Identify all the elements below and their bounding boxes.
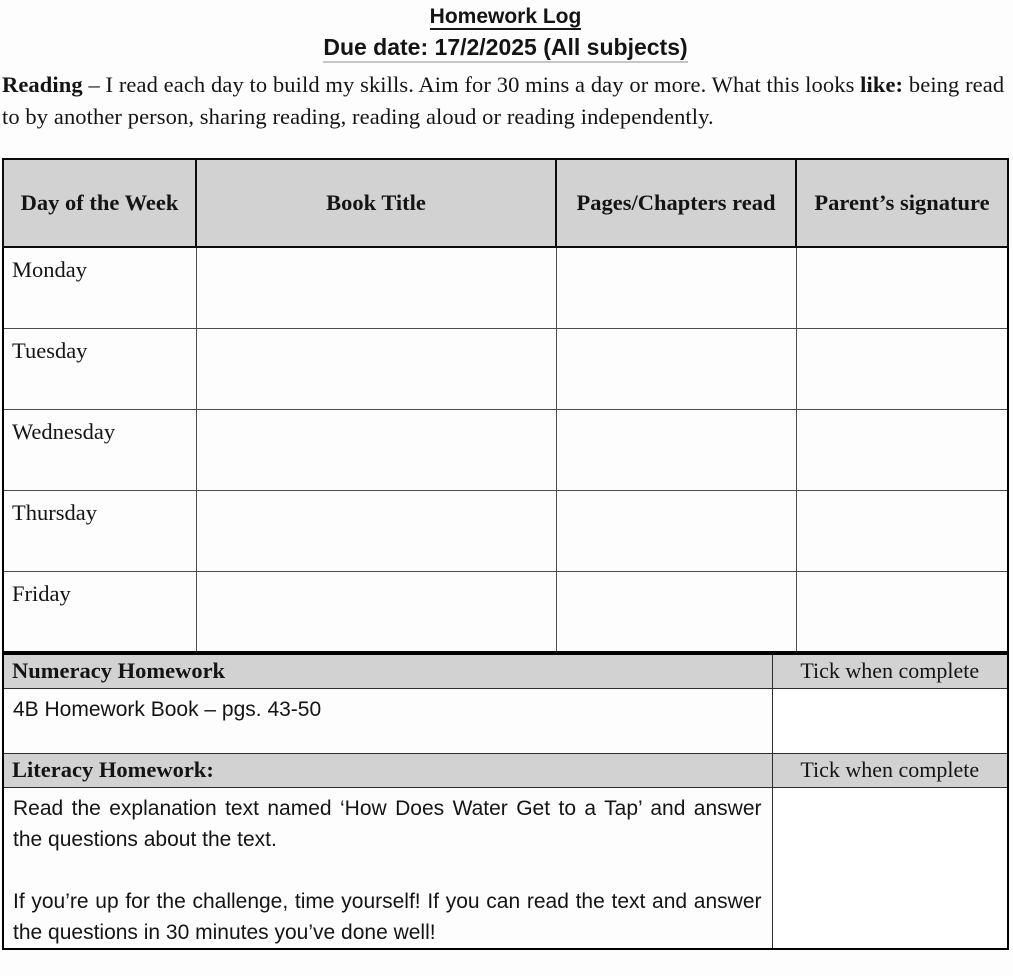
day-cell: Monday: [3, 247, 196, 328]
day-cell: Friday: [3, 571, 196, 652]
literacy-section-title: Literacy Homework:: [3, 753, 772, 787]
book-title-cell: [196, 490, 556, 571]
table-row-thursday: [3, 490, 1008, 571]
table-row-monday: [3, 247, 1008, 328]
signature-cell: [796, 409, 1008, 490]
homework-sections-table: [2, 653, 1009, 950]
col-header-day-of-week: Day of the Week: [3, 159, 196, 247]
numeracy-tick-cell: [772, 688, 1008, 753]
book-title-cell: [196, 328, 556, 409]
reading-intro-lead: Reading: [2, 72, 83, 97]
signature-cell: [796, 328, 1008, 409]
table-row-tuesday: [3, 328, 1008, 409]
col-header-pages-read: Pages/Chapters read: [556, 159, 796, 247]
numeracy-task-text: 4B Homework Book – pgs. 43-50: [3, 688, 772, 753]
numeracy-tick-label: Tick when complete: [772, 654, 1008, 688]
signature-cell: [796, 247, 1008, 328]
table-row-friday: [3, 571, 1008, 652]
literacy-task-paragraph-1: Read the explanation text named ‘How Does Water Get to a Tap’ and answer the questions about the text.: [13, 796, 762, 851]
literacy-task-paragraph-2: If you’re up for the challenge, time yourself! If you can read the text and answer the questions in 30 minutes you’ve done well!: [13, 889, 762, 944]
literacy-tick-label: Tick when complete: [772, 753, 1008, 787]
pages-read-cell: [556, 571, 796, 652]
book-title-cell: [196, 571, 556, 652]
signature-cell: [796, 571, 1008, 652]
numeracy-task-row: [3, 688, 1008, 753]
literacy-tick-cell: [772, 787, 1008, 949]
due-date-text: Due date: 17/2/2025 (All subjects): [323, 34, 687, 63]
page-title-text: Homework Log: [429, 5, 582, 28]
day-cell: Thursday: [3, 490, 196, 571]
day-cell: Tuesday: [3, 328, 196, 409]
day-cell: Wednesday: [3, 409, 196, 490]
literacy-task-row: [3, 787, 1008, 949]
numeracy-section-title: Numeracy Homework: [3, 654, 772, 688]
due-date: [2, 33, 1009, 61]
pages-read-cell: [556, 490, 796, 571]
literacy-task-text: [3, 787, 772, 949]
page-title: [2, 4, 1009, 30]
col-header-book-title: Book Title: [196, 159, 556, 247]
book-title-cell: [196, 247, 556, 328]
reading-table-header-row: [3, 159, 1008, 247]
pages-read-cell: [556, 409, 796, 490]
pages-read-cell: [556, 247, 796, 328]
literacy-header-row: [3, 753, 1008, 787]
reading-intro-paragraph: [2, 69, 1009, 133]
reading-intro-part2: being read to by another person, sharing reading, reading aloud or reading independently.: [2, 72, 1005, 129]
table-row-wednesday: [3, 409, 1008, 490]
col-header-parent-signature: Parent’s signature: [796, 159, 1008, 247]
book-title-cell: [196, 409, 556, 490]
reading-intro-like: like:: [860, 72, 904, 97]
reading-intro-part1: – I read each day to build my skills. Aim for 30 mins a day or more. What this looks: [82, 72, 861, 97]
pages-read-cell: [556, 328, 796, 409]
numeracy-header-row: [3, 654, 1008, 688]
signature-cell: [796, 490, 1008, 571]
reading-log-table: [2, 158, 1009, 653]
